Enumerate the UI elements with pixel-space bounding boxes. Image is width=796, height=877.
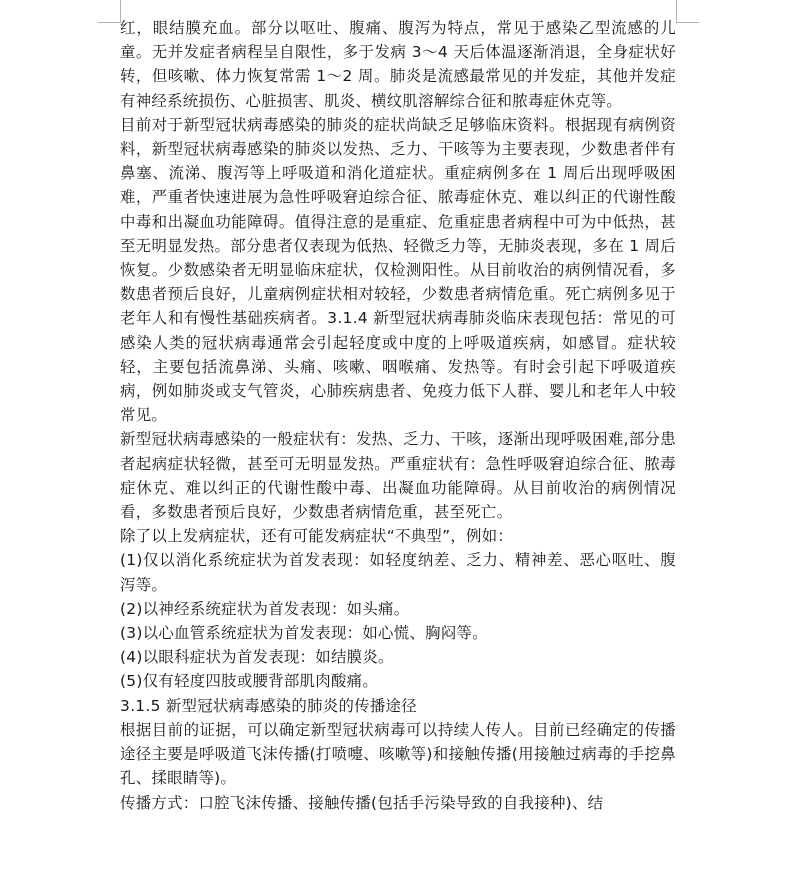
paragraph-covid-pneumonia-symptoms: 目前对于新型冠状病毒感染的肺炎的症状尚缺乏足够临床资料。根据现有病例资料，新型冠状病毒感染的肺炎以发热、乏力、干咳等为主要表现，少数患者伴有鼻塞、流涕、腹泻等上呼吸道和消化道症状。重症病例多在 1 周后出现呼吸困难，严重者快速进展为急性呼吸窘迫综合征、脓毒症休克、难以纠正的代谢性酸中毒和出凝血功能障碍。值得注意的是重症、危重症患者病程中可为中低热，甚至无明显发热。部分患者仅表现为低热、轻微乏力等，无肺炎表现，多在 1 周后恢复。少数感染者无明显临床症状，仅检测阳性。从目前收治的病例情况看，多数患者预后良好，儿童病例症状相对较轻，少数患者病情危重。死亡病例多见于老年人和有慢性基础疾病者。3.1.4 新型冠状病毒肺炎临床表现包括：常见的可感染人类的冠状病毒通常会引起轻度或中度的上呼吸道疾病，如感冒。症状较轻，主要包括流鼻涕、头痛、咳嗽、咽喉痛、发热等。有时会引起下呼吸道疾病，例如肺炎或支气管炎，心肺疾病患者、免疫力低下人群、婴儿和老年人中较常见。 bbox=[120, 115, 676, 425]
list-item-ophthalmic: (4)以眼科症状为首发表现：如结膜炎。 bbox=[120, 648, 394, 667]
list-item-digestive: (1)仅以消化系统症状为首发表现：如轻度纳差、乏力、精神差、恶心呕吐、腹泻等。 bbox=[120, 551, 676, 594]
paragraph-influenza-symptoms: 红，眼结膜充血。部分以呕吐、腹痛、腹泻为特点，常见于感染乙型流感的儿童。无并发症者病程呈自限性，多于发病 3～4 天后体温逐渐消退，全身症状好转，但咳嗽、体力恢复常需 1～2 周。肺炎是流感最常见的并发症，其他并发症有神经系统损伤、心脏损害、肌炎、横纹肌溶解综合征和脓毒症休克等。 bbox=[120, 19, 676, 110]
paragraph-transmission-evidence: 根据目前的证据，可以确定新型冠状病毒可以持续人传人。目前已经确定的传播途径主要是呼吸道飞沫传播(打喷嚏、咳嗽等)和接触传播(用接触过病毒的手挖鼻孔、揉眼睛等)。 bbox=[120, 720, 676, 788]
section-heading-transmission: 3.1.5 新型冠状病毒感染的肺炎的传播途径 bbox=[120, 696, 417, 715]
list-item-muscle-ache: (5)仅有轻度四肢或腰背部肌肉酸痛。 bbox=[120, 672, 379, 691]
margin-corner-mark-right bbox=[676, 0, 699, 23]
margin-corner-mark-left bbox=[98, 0, 121, 23]
document-body[interactable] bbox=[120, 16, 676, 815]
paragraph-atypical-intro: 除了以上发病症状，还有可能发病症状“不典型”，例如： bbox=[120, 527, 514, 546]
list-item-neurological: (2)以神经系统症状为首发表现：如头痛。 bbox=[120, 599, 410, 618]
list-item-cardiovascular: (3)以心血管系统症状为首发表现：如心慌、胸闷等。 bbox=[120, 624, 488, 643]
paragraph-general-symptoms: 新型冠状病毒感染的一般症状有：发热、乏力、干咳，逐渐出现呼吸困难,部分患者起病症状轻微，甚至可无明显发热。严重症状有：急性呼吸窘迫综合征、脓毒症休克、难以纠正的代谢性酸中毒、出凝血功能障碍。从目前收治的病例情况看，多数患者预后良好，少数患者病情危重，甚至死亡。 bbox=[120, 430, 676, 522]
paragraph-transmission-modes: 传播方式：口腔飞沫传播、接触传播(包括手污染导致的自我接种)、结 bbox=[120, 793, 604, 812]
page-bottom-edge bbox=[0, 871, 796, 877]
